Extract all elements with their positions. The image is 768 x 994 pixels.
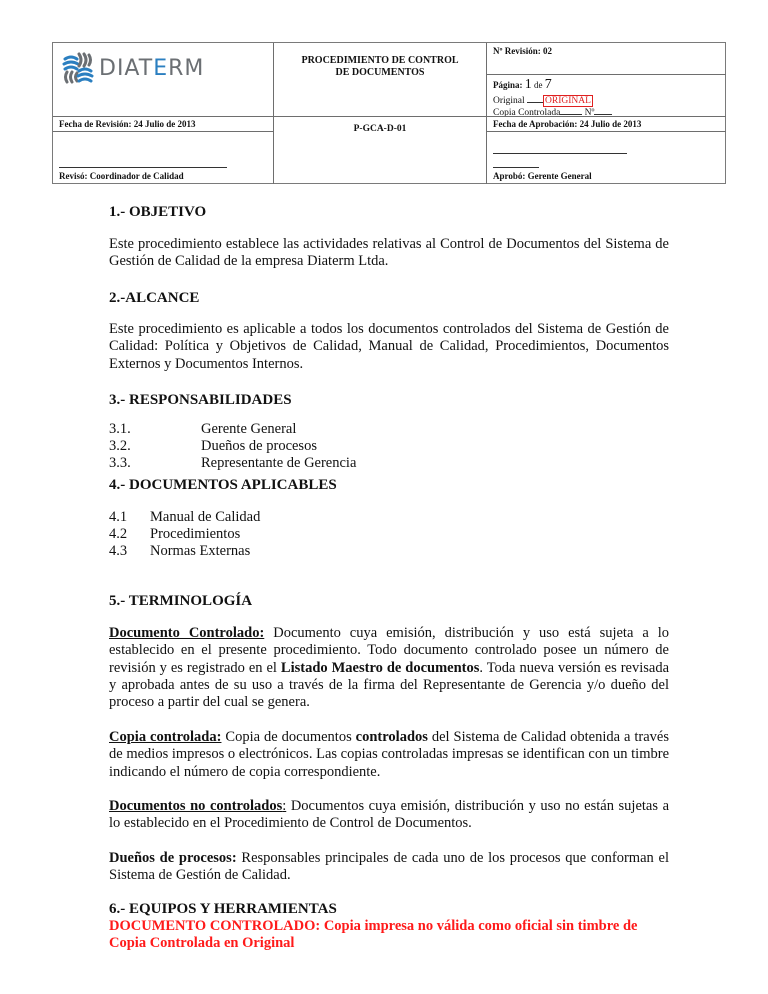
- revision-date-cell: [53, 116, 273, 132]
- section-heading-responsabilidades: 3.- RESPONSABILIDADES: [109, 392, 292, 408]
- document-code: P-GCA-D-01: [353, 124, 407, 134]
- original-stamp: ORIGINAL: [545, 96, 591, 106]
- revision-number: Nº Revisión: 02: [493, 46, 552, 56]
- revision-date: Fecha de Revisión: 24 Julio de 2013: [59, 119, 196, 129]
- logo-cell: [53, 43, 273, 117]
- approval-date: Fecha de Aprobación: 24 Julio de 2013: [493, 119, 642, 129]
- page-indicator: Página: 1 de 7: [493, 77, 552, 92]
- revision-number-cell: [486, 43, 726, 74]
- signature-line: [59, 167, 227, 168]
- section-heading-documentos-aplicables: 4.- DOCUMENTOS APLICABLES: [109, 477, 337, 493]
- document-header-table: [52, 42, 726, 184]
- title-cell: [273, 43, 486, 117]
- document-title: PROCEDIMIENTO DE CONTROL DE DOCUMENTOS: [301, 55, 459, 78]
- controlled-copy-line: Copia Controlada Nº: [493, 106, 612, 118]
- diaterm-logo: [61, 51, 204, 85]
- term-duenos-de-procesos: Dueños de procesos: Responsables principales de cada uno de los procesos que conforman el Sistema de Gestión de Calidad.: [109, 850, 669, 884]
- reviewer-sign-cell: [53, 131, 273, 184]
- signature-line: [493, 153, 627, 154]
- code-cell: [273, 116, 486, 184]
- term-copia-controlada: Copia controlada: Copia de documentos controlados del Sistema de Calidad obtenida a través de medios impresos o electrónicos. Las copias controladas impresas se identifican con un timbre indicando el número de copia correspondiente.: [109, 729, 669, 780]
- controlled-document-notice: DOCUMENTO CONTROLADO: Copia impresa no válida como oficial sin timbre de Copia Controlada en Original: [109, 918, 638, 952]
- reviewer-label: Revisó: Coordinador de Calidad: [59, 171, 184, 181]
- logo-text: DIATERM: [99, 55, 205, 81]
- section-text-alcance: Este procedimiento es aplicable a todos los documentos controlados del Sistema de Gestión de Calidad: Política y Objetivos de Calidad, Manual de Calidad, Procedimientos, Documentos Externos y Documentos Internos.: [109, 321, 669, 372]
- section-heading-alcance: 2.-ALCANCE: [109, 290, 200, 306]
- page-info-cell: [486, 74, 726, 117]
- signature-line-short: [493, 167, 539, 168]
- section-text-objetivo: Este procedimiento establece las actividades relativas al Control de Documentos del Sistema de Gestión de Calidad de la empresa Diaterm Ltda.: [109, 236, 669, 270]
- term-documentos-no-controlados: Documentos no controlados: Documentos cuya emisión, distribución y uso no están sujetas a lo establecido en el Procedimiento de Control de Documentos.: [109, 798, 670, 832]
- diaterm-logo-icon: [61, 51, 95, 85]
- original-line: Original ORIGINAL: [493, 96, 591, 106]
- approver-sign-cell: [486, 131, 726, 184]
- term-documento-controlado: Documento Controlado: Documento cuya emisión, distribución y uso está sujeta a lo establecido en el presente procedimiento. Todo documento controlado posee un número de revisión y es registrado en el Listado Maestro de documentos. Toda nueva versión es revisada y aprobada antes de su uso a través de la firma del Representante de Gerencia y/o dueño del proceso a partir del cual se genera.: [109, 625, 669, 711]
- section-heading-terminologia: 5.- TERMINOLOGÍA: [109, 593, 253, 609]
- approver-label: Aprobó: Gerente General: [493, 171, 592, 181]
- section-heading-objetivo: 1.- OBJETIVO: [109, 204, 207, 220]
- section-heading-equipos: 6.- EQUIPOS Y HERRAMIENTAS: [109, 901, 337, 917]
- approval-date-cell: [486, 116, 726, 132]
